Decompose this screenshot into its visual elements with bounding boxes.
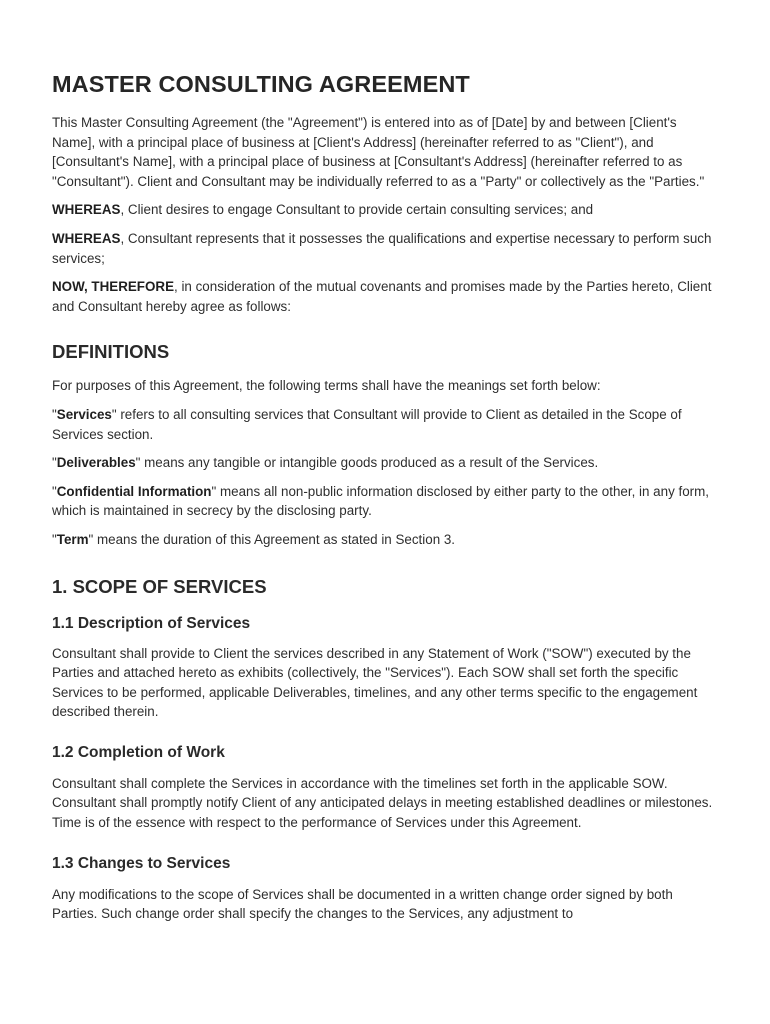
- definitions-heading: DEFINITIONS: [52, 341, 170, 363]
- definition-term-item: "Term" means the duration of this Agreement as stated in Section 3.: [52, 531, 456, 547]
- definition-term: Deliverables: [56, 455, 136, 471]
- definition-text: " refers to all consulting services that Consultant will provide to Client as detailed in the Scope of Services section.: [52, 406, 682, 442]
- subsection-heading-1-1: 1.1 Description of Services: [52, 614, 251, 632]
- definition-term: Services: [56, 406, 112, 422]
- intro-paragraph: This Master Consulting Agreement (the "Agreement") is entered into as of [Date] by and between [Client's Name], with a principal place of business at [Client's Address] (hereinafter referred to as "Client"), and [Consultant's Name], with a principal place of business at [Consultant's Address] (hereinafter referred to as "Consultant"). Client and Consultant may be individually referred to as a "Party" or collectively as the "Parties.": [52, 115, 705, 189]
- definition-services: "Services" refers to all consulting services that Consultant will provide to Client as detailed in the Scope of Services section.: [52, 406, 682, 442]
- definition-text: " means the duration of this Agreement as stated in Section 3.: [88, 531, 456, 547]
- document-title: MASTER CONSULTING AGREEMENT: [52, 71, 470, 97]
- recital-lead: WHEREAS: [52, 230, 121, 246]
- definition-term: Confidential Information: [56, 483, 212, 499]
- definition-text: " means all non-public information disclosed by either party to the other, in any form, which is maintained in secrecy by the disclosing party.: [52, 483, 709, 519]
- recital-now-therefore: [52, 277, 720, 316]
- subsection-heading-1-2: 1.2 Completion of Work: [52, 743, 225, 761]
- scope-heading: 1. SCOPE OF SERVICES: [52, 575, 267, 597]
- recital-whereas-2: [52, 229, 720, 268]
- recital-lead: WHEREAS: [52, 202, 121, 218]
- definition-deliverables: "Deliverables" means any tangible or intangible goods produced as a result of the Services.: [52, 455, 599, 471]
- subsection-text-1-1: Consultant shall provide to Client the services described in any Statement of Work ("SOW") executed by the Parties and attached hereto as exhibits (collectively, the "Services"). Each SOW shall set forth the specific Services to be performed, applicable Deliverables, timelines, and any other terms specific to the engagement described therein.: [52, 645, 698, 720]
- definitions-intro: For purposes of this Agreement, the following terms shall have the meanings set forth below:: [52, 378, 601, 394]
- subsection-text-1-3: Any modifications to the scope of Services shall be documented in a written change order signed by both Parties. Such change order shall specify the changes to the Services, any adjustment to: [52, 886, 673, 922]
- recital-whereas-1: [52, 200, 720, 220]
- recital-text: , in consideration of the mutual covenants and promises made by the Parties hereto, Client and Consultant hereby agree as follows:: [52, 279, 712, 314]
- definition-term: Term: [56, 531, 89, 547]
- recital-lead: NOW, THEREFORE: [52, 279, 175, 295]
- subsection-text-1-2: Consultant shall complete the Services in accordance with the timelines set forth in the applicable SOW. Consultant shall promptly notify Client of any anticipated delays in meeting established deadlines or milestones. Time is of the essence with respect to the performance of Services under this Agreement.: [52, 775, 713, 831]
- recital-text: , Consultant represents that it possesses the qualifications and expertise necessary to perform such services;: [52, 230, 712, 266]
- subsection-heading-1-3: 1.3 Changes to Services: [52, 854, 231, 872]
- definition-text: " means any tangible or intangible goods produced as a result of the Services.: [135, 455, 599, 471]
- recital-text: , Client desires to engage Consultant to provide certain consulting services; and: [120, 202, 594, 218]
- definition-confidential-information: "Confidential Information" means all non-public information disclosed by either party to the other, in any form, which is maintained in secrecy by the disclosing party.: [52, 483, 709, 519]
